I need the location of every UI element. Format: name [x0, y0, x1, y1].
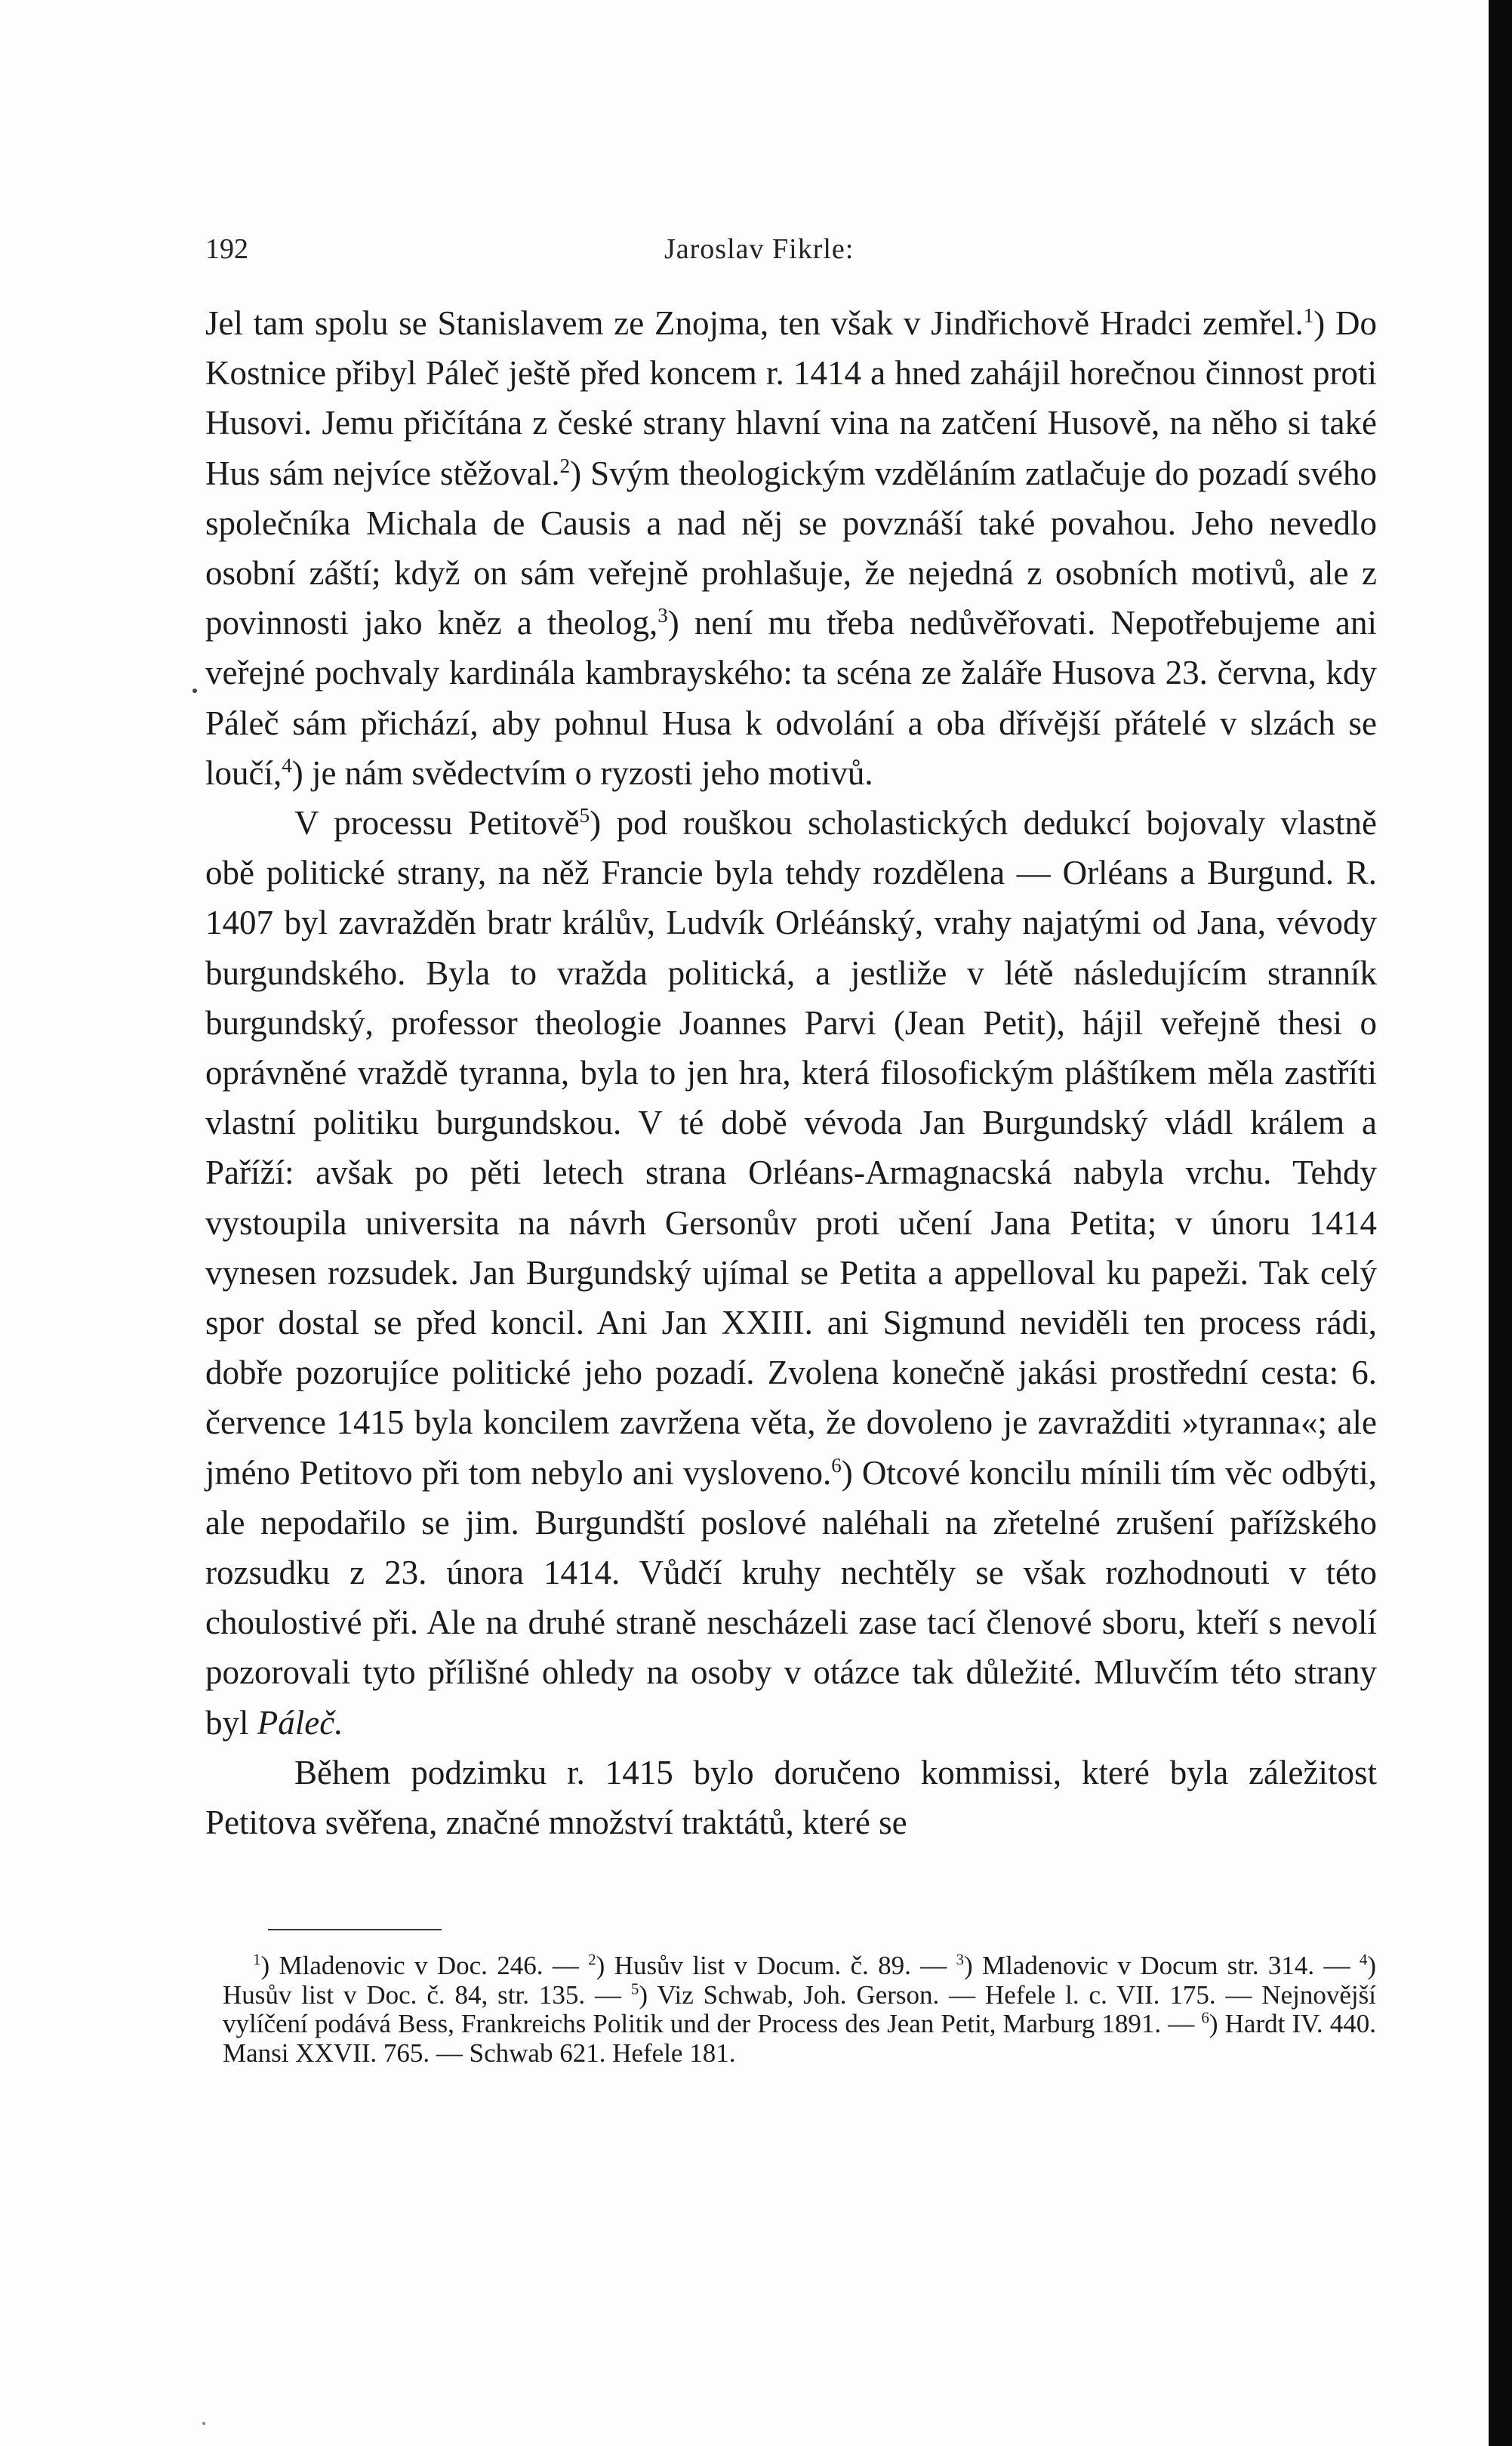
footnote-5: ) Viz Schwab, Joh. Gerson. — Hefele l. c. VII. 175. — Nejnovější vylíčení podává Bess, Frankreichs Politik und der Process des Jean Petit, Marburg 1891. —	[223, 1979, 1376, 2038]
p1-text-a: Jel tam spolu se Stanislavem ze Znojma, ten však v Jindřichově Hradci zemřel.	[205, 304, 1304, 342]
footnote-2: ) Husův list v Docum. č. 89. —	[596, 1951, 956, 1980]
running-head: Jaroslav Fikrle:	[664, 233, 855, 265]
footnote-4: ) Husův list v Doc. č. 84, str. 135. —	[223, 1951, 1376, 2010]
p1-text-c: ) Svým theologickým vzděláním zatlačuje do pozadí svého společníka Michala de Causis a nad něj se povznáší také povahou. Jeho nevedlo osobní záští; když on sám veřejně prohlašuje, že nejedná z osobních motivů, ale z povinnosti jako kněz a theolog,	[205, 454, 1377, 642]
p2-text-c: ) Otcové koncilu mínili tím věc odbýti, ale nepodařilo se jim. Burgundští poslové naléhali na zřetelné zrušení pařížského rozsudku z 23. února 1414. Vůdčí kruhy nechtěly se však rozhodnouti v této choulostivé při. Ale na druhé straně nescházeli zase tací členové sboru, kteří s nevolí pozorovali tyto přílišné ohledy na osoby v otázce tak důležité. Mluvčím této strany byl	[205, 1453, 1377, 1742]
page-number: 192	[205, 233, 248, 265]
paragraph-3: Během podzimku r. 1415 bylo doručeno kommissi, které byla záležitost Petitova svěřena, značné množství traktátů, které se	[205, 1753, 1377, 1842]
paragraph-2	[205, 798, 1377, 1748]
p1-text-e: ) je nám svědectvím o ryzosti jeho motivů.	[291, 753, 873, 792]
p1-text-b: ) Do Kostnice přibyl Páleč ještě před koncem r. 1414 a hned zahájil horečnou činnost proti Husovi. Jemu přičítána z české strany hlavní vina na zatčení Husově, na něho si také Hus sám nejvíce stěžoval.	[205, 304, 1377, 492]
stray-ink-mark	[192, 689, 197, 693]
footnote-rule	[268, 1929, 442, 1930]
italic-name: Páleč.	[257, 1703, 343, 1742]
body-text	[205, 298, 1377, 1847]
footnote-block	[223, 1952, 1376, 2068]
footnote-ref-3: 3	[657, 604, 668, 627]
footnote-1: ) Mladenovic v Doc. 246. —	[260, 1951, 589, 1980]
footnote-mark-1: 1	[253, 1950, 261, 1969]
footnote-mark-2: 2	[588, 1950, 596, 1969]
scan-edge	[1489, 0, 1512, 2446]
footnote-mark-3: 3	[956, 1950, 965, 1969]
footnote-ref-4: 4	[282, 753, 292, 777]
footnote-mark-6: 6	[1201, 2008, 1209, 2027]
paragraph-1	[205, 298, 1377, 798]
p1-text-d: ) není mu třeba nedůvěřovati. Nepotřebujeme ani veřejné pochvaly kardinála kambrayského: ta scéna ze žaláře Husova 23. června, kdy Páleč sám přichází, aby pohnul Husa k odvolání a oba dřívější přátelé v slzách se loučí,	[205, 604, 1377, 792]
stray-ink-mark-bottom	[202, 2422, 205, 2425]
footnote-ref-2: 2	[559, 454, 571, 477]
footnote-ref-1: 1	[1303, 304, 1314, 327]
footnote-3: ) Mladenovic v Docum str. 314. —	[964, 1951, 1360, 1980]
footnote-ref-6: 6	[831, 1453, 842, 1477]
footnotes	[223, 1952, 1376, 2068]
p2-text-a: V processu Petitově	[294, 804, 580, 843]
footnote-mark-5: 5	[630, 1979, 639, 1998]
p2-text-b: ) pod rouškou scholastických dedukcí bojovaly vlastně obě politické strany, na něž Francie byla tehdy rozdělena — Orléans a Burgund. R. 1407 byl zavražděn bratr králův, Ludvík Orléánský, vrahy najatými od Jana, vévody burgundského. Byla to vražda politická, a jestliže v létě následujícím stranník burgundský, professor theologie Joannes Parvi (Jean Petit), hájil veřejně thesi o oprávněné vraždě tyranna, byla to jen hra, která filosofickým pláštíkem měla zastříti vlastní politiku burgundskou. V té době vévoda Jan Burgundský vládl králem a Paříží: avšak po pěti letech strana Orléans-Armagnacská nabyla vrchu. Tehdy vystoupila universita na návrh Gersonův proti učení Jana Petita; v únoru 1414 vynesen rozsudek. Jan Burgundský ujímal se Petita a appelloval ku papeži. Tak celý spor dostal se před koncil. Ani Jan XXIII. ani Sigmund neviděli ten process rádi, dobře pozorujíce politické jeho pozadí. Zvolena konečně jakási prostřední cesta: 6. července 1415 byla koncilem zavržena věta, že dovoleno je zavražditi »tyranna«; ale jméno Petitovo při tom nebylo ani vysloveno.	[205, 804, 1377, 1492]
footnote-ref-5: 5	[579, 804, 590, 827]
footnote-mark-4: 4	[1359, 1950, 1368, 1969]
footnote-6: ) Hardt IV. 440. Mansi XXVII. 765. — Schwab 621. Hefele 181.	[223, 2009, 1376, 2068]
